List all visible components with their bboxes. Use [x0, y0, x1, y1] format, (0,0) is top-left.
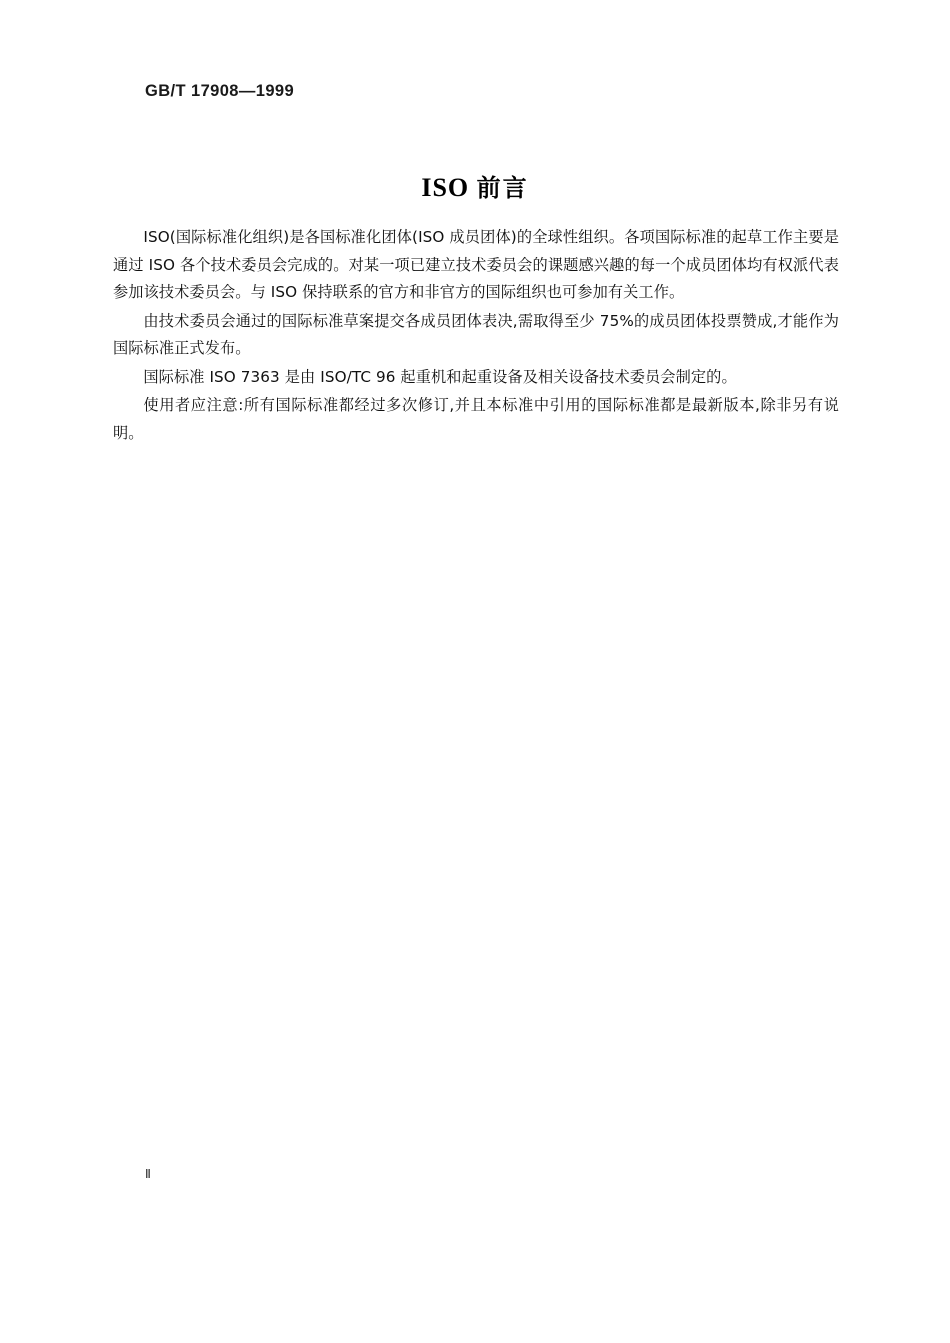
- page-title: [0, 168, 950, 203]
- paragraph: 国际标准 ISO 7363 是由 ISO/TC 96 起重机和起重设备及相关设备技术委员会制定的。: [143, 367, 737, 386]
- page-number: Ⅱ: [145, 1167, 151, 1181]
- paragraph: 由技术委员会通过的国际标准草案提交各成员团体表决,需取得至少 75%的成员团体投票赞成,才能作为国际标准正式发布。: [113, 311, 839, 357]
- standard-number-header: GB/T 17908—1999: [145, 82, 295, 100]
- page-title-latin: ISO: [421, 173, 470, 202]
- page-title-cjk: 前言: [476, 174, 529, 202]
- paragraph: 使用者应注意:所有国际标准都经过多次修订,并且本标准中引用的国际标准都是最新版本,除非另有说明。: [113, 396, 839, 442]
- foreword-body: [113, 224, 839, 448]
- paragraph: ISO(国际标准化组织)是各国标准化团体(ISO 成员团体)的全球性组织。各项国际标准的起草工作主要是通过 ISO 各个技术委员会完成的。对某一项已建立技术委员会的课题感兴趣的每一个成员团体均有权派代表参加该技术委员会。与 ISO 保持联系的官方和非官方的国际组织也可参加有关工作。: [113, 228, 839, 301]
